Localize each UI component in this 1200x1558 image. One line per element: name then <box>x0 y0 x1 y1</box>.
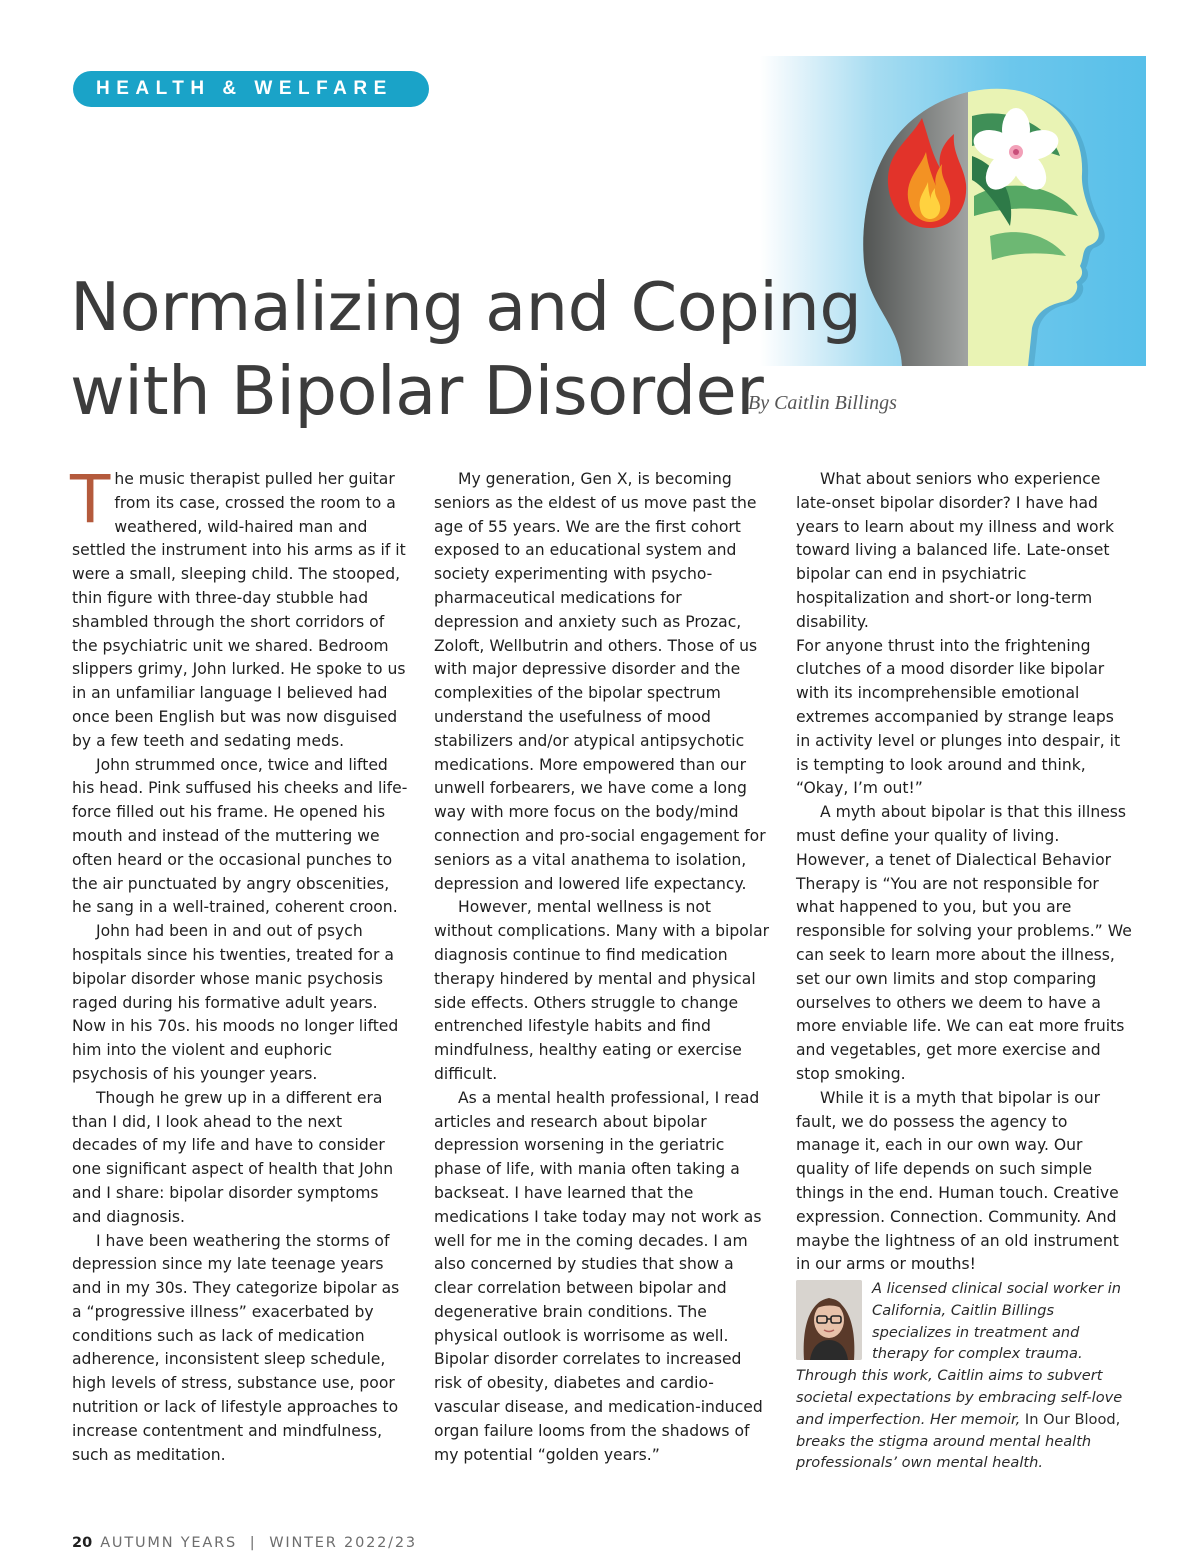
page-footer <box>72 1535 417 1551</box>
paragraph: While it is a myth that bipolar is our fault, we do possess the agency to manage it, each in our own way. Our quality of life depends on such simple things in the end. Human touch. Creative expression. Connection. Community. And maybe the lightness of an old instrument in our arms or mouths! <box>796 1088 1119 1274</box>
article-column-2 <box>434 468 770 1467</box>
paragraph: I have been weathering the storms of depression since my late teenage years and in my 30s. They categorize bipolar as a “progressive illness” exacerbated by conditions such as lack of medication adherence, inconsistent sleep schedule, high levels of stress, substance use, poor nutrition or lack of lifestyle approaches to increase contentment and mindfulness, such as meditation. <box>72 1231 400 1464</box>
section-label: HEALTH & WELFARE <box>73 71 429 107</box>
paragraph: John strummed once, twice and lifted his head. Pink suffused his cheeks and life-force filled out his frame. He opened his mouth and instead of the muttering we often heard or the occasional punches to the air punctuated by angry obscenities, he sang in a well-trained, coherent croon. <box>72 755 408 917</box>
paragraph-text: he music therapist pulled her guitar from its case, crossed the room to a weathered, wild-haired man and settled the instrument into his arms as if it were a small, sleeping child. The stooped, thin figure with three-day stubble had shambled through the short corridors of the psychiatric unit we shared. Bedroom slippers grimy, John lurked. He spoke to us in an unfamiliar language I believed had once been English but was now disguised by a few teeth and sedating meds. <box>72 470 406 750</box>
paragraph: For anyone thrust into the frightening clutches of a mood disorder like bipolar with its incomprehensible emotional extremes accompanied by strange leaps in activity level or plunges into despair, it is tempting to look around and think, “Okay, I’m out!” <box>796 636 1121 798</box>
author-bio <box>796 1278 1132 1474</box>
author-photo <box>796 1280 862 1360</box>
drop-cap: T <box>70 461 111 538</box>
article-column-3 <box>796 468 1132 1277</box>
title-line-1: Normalizing and Coping <box>70 268 862 346</box>
byline: By Caitlin Billings <box>748 392 897 414</box>
paragraph: However, mental wellness is not without complications. Many with a bipolar diagnosis continue to find medication therapy hindered by mental and physical side effects. Others struggle to change entrenched lifestyle habits and find mindfulness, healthy eating or exercise difficult. <box>434 898 770 1083</box>
paragraph: As a mental health professional, I read articles and research about bipolar depression worsening in the geriatric phase of life, with mania often taking a backseat. I have learned that the medications I take today may not work as well for me in the coming decades. I am also concerned by studies that show a clear correlation between bipolar and degenerative brain conditions. The physical outlook is worrisome as well. Bipolar disorder correlates to increased risk of obesity, diabetes and cardio-vascular disease, and medication-induced organ failure looms from the shadows of my potential “golden years.” <box>434 1088 763 1464</box>
paragraph: What about seniors who experience late-onset bipolar disorder? I have had years to learn about my illness and work toward living a balanced life. Late-onset bipolar can end in psychiatric hospitalization and short-or long-term disability. <box>796 470 1114 631</box>
title-line-2: with Bipolar Disorder <box>70 352 764 430</box>
bio-text: A licensed clinical social worker in California, Caitlin Billings specializes in treatment and therapy for complex trauma. Through this work, Caitlin aims to subvert societal expectations by embracing self-love and imperfection. Her memoir, <box>796 1280 1123 1428</box>
publication-info: AUTUMN YEARS | WINTER 2022/23 <box>100 1535 417 1551</box>
paragraph <box>70 461 408 754</box>
paragraph: My generation, Gen X, is becoming seniors as the eldest of us move past the age of 55 years. We are the first cohort exposed to an educational system and society experimenting with psycho-pharmaceutical medications for depression and anxiety such as Prozac, Zoloft, Wellbutrin and others. Those of us with major depressive disorder and the complexities of the bipolar spectrum understand the usefulness of mood stabilizers and/or atypical antipsychotic medications. More empowered than our unwell forbearers, we have come a long way with more focus on the body/mind connection and pro-social engagement for seniors as a vital anathema to isolation, depression and lowered life expectancy. <box>434 470 766 893</box>
paragraph: John had been in and out of psych hospitals since his twenties, treated for a bipolar disorder whose manic psychosis raged during his formative adult years. Now in his 70s. his moods no longer lifted him into the violent and euphoric psychosis of his younger years. <box>72 922 399 1083</box>
article-column-1 <box>70 461 408 1467</box>
bio-text-end: breaks the stigma around mental health professionals’ own mental health. <box>796 1432 1092 1472</box>
author-portrait-icon <box>796 1280 862 1360</box>
paragraph: Though he grew up in a different era than I did, I look ahead to the next decades of my life and have to consider one significant aspect of health that John and I share: bipolar disorder symptoms and diagnosis. <box>72 1088 394 1226</box>
page-number: 20 <box>72 1535 93 1551</box>
paragraph: A myth about bipolar is that this illness must define your quality of living. However, a tenet of Dialectical Behavior Therapy is “You are not responsible for what happened to you, but you are responsible for solving your problems.” We can seek to learn more about the illness, set our own limits and stop comparing ourselves to others we deem to have a more enviable life. We can eat more fruits and vegetables, get more exercise and stop smoking. <box>796 803 1132 1083</box>
bio-book-title: In Our Blood, <box>1024 1410 1121 1428</box>
